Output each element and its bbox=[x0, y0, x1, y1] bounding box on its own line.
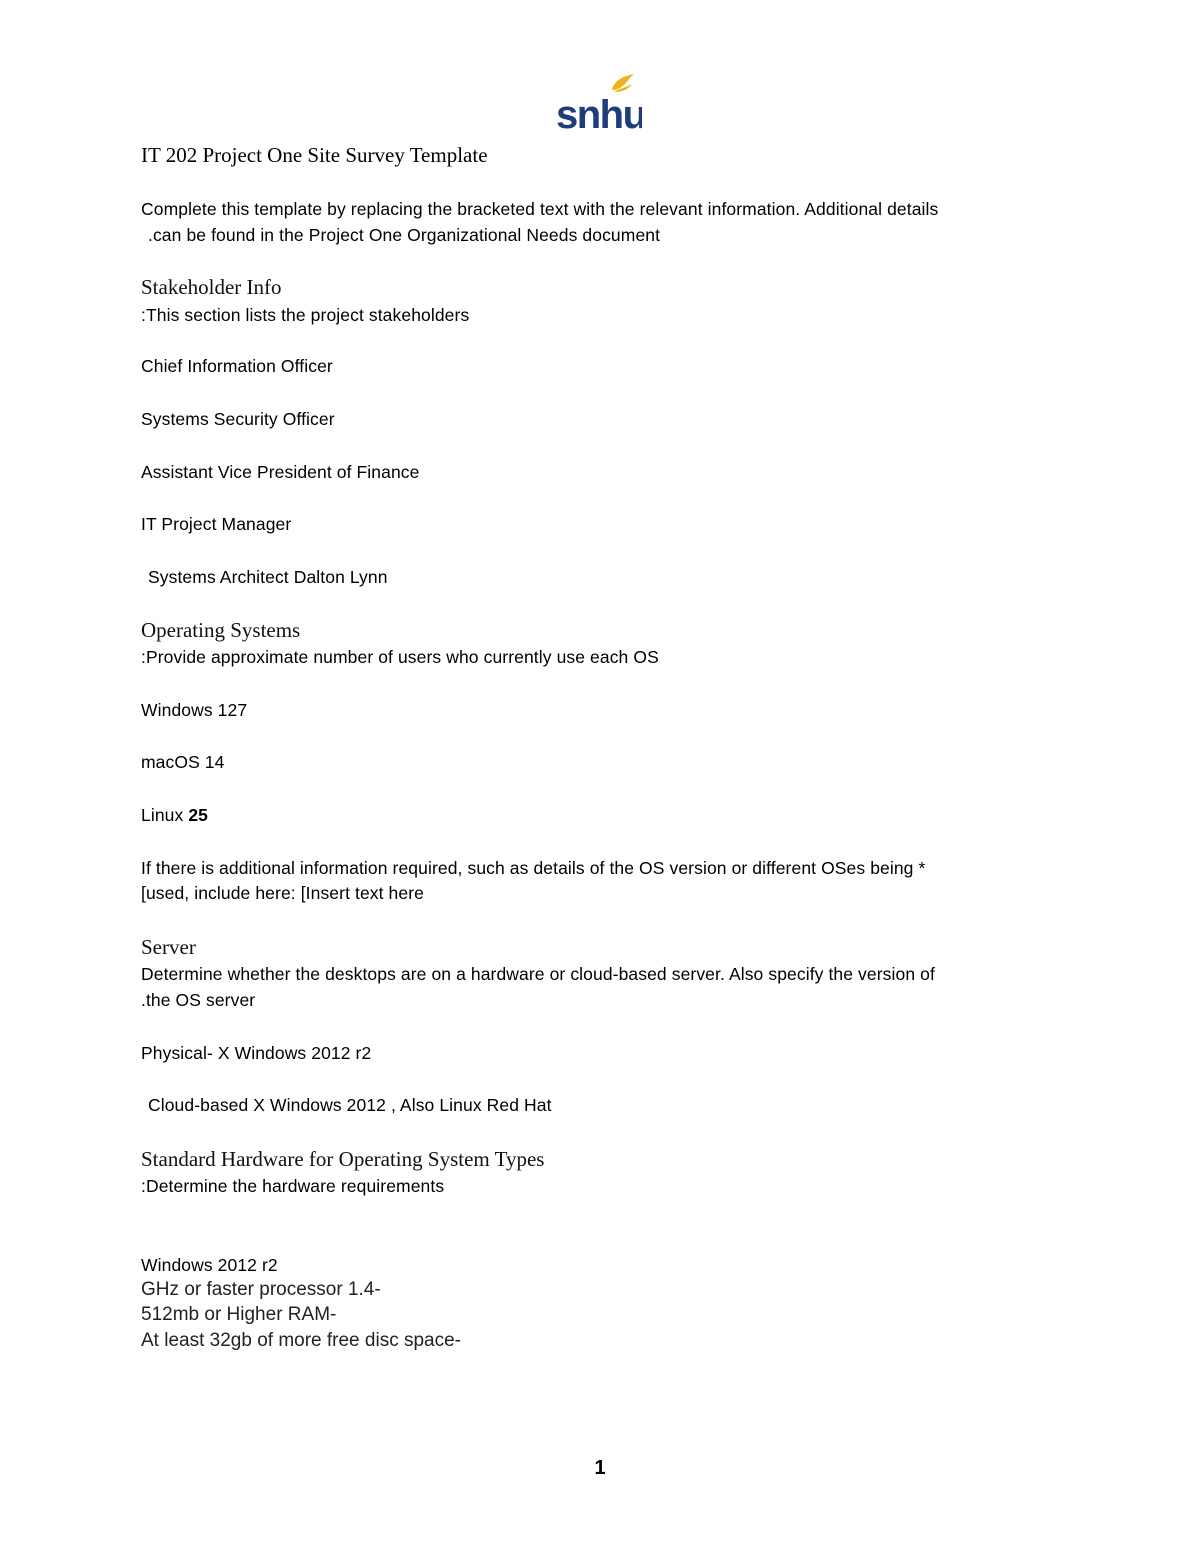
stakeholder-item: Systems Security Officer bbox=[141, 409, 335, 429]
server-desc-line-2: .the OS server bbox=[141, 990, 256, 1010]
intro-line-2: .can be found in the Project One Organizational Needs document bbox=[148, 225, 661, 245]
hardware-os-label: Windows 2012 r2 bbox=[141, 1255, 278, 1275]
os-desc: :Provide approximate number of users who currently use each OS bbox=[141, 647, 659, 667]
server-heading: Server bbox=[141, 935, 196, 959]
os-windows: Windows 127 bbox=[141, 700, 248, 720]
server-cloud: Cloud-based X Windows 2012 , Also Linux Red Hat bbox=[148, 1095, 552, 1115]
hardware-desc: :Determine the hardware requirements bbox=[141, 1176, 445, 1196]
server-physical: Physical- X Windows 2012 r2 bbox=[141, 1043, 372, 1063]
page-number: 1 bbox=[594, 1457, 606, 1479]
os-linux-label: Linux bbox=[141, 805, 184, 825]
document-title: IT 202 Project One Site Survey Template bbox=[141, 143, 488, 167]
os-extra-line-1: If there is additional information required, such as details of the OS version or different OSes being * bbox=[141, 858, 926, 878]
snhu-logo-graphic bbox=[552, 72, 642, 132]
hardware-heading: Standard Hardware for Operating System Types bbox=[141, 1147, 545, 1171]
svg-text:snhu: snhu bbox=[556, 93, 642, 132]
snhu-logo bbox=[552, 72, 642, 132]
os-heading: Operating Systems bbox=[141, 618, 301, 642]
os-macos: macOS 14 bbox=[141, 752, 225, 772]
os-linux bbox=[141, 805, 208, 826]
logo-flame-icon bbox=[612, 74, 634, 90]
stakeholder-item: Systems Architect Dalton Lynn bbox=[148, 567, 388, 587]
hardware-req-3: At least 32gb of more free disc space- bbox=[141, 1330, 461, 1351]
hardware-req-1: GHz or faster processor 1.4- bbox=[141, 1279, 381, 1300]
server-desc-line-1: Determine whether the desktops are on a hardware or cloud-based server. Also specify the version of bbox=[141, 964, 935, 984]
intro-line-1: Complete this template by replacing the bracketed text with the relevant information. Additional details bbox=[141, 199, 939, 219]
stakeholder-heading: Stakeholder Info bbox=[141, 275, 282, 299]
hardware-req-2: 512mb or Higher RAM- bbox=[141, 1304, 337, 1325]
stakeholder-desc: :This section lists the project stakeholders bbox=[141, 305, 470, 325]
stakeholder-item: Chief Information Officer bbox=[141, 356, 333, 376]
stakeholder-item: Assistant Vice President of Finance bbox=[141, 462, 420, 482]
os-linux-count: 25 bbox=[188, 805, 208, 825]
os-extra-line-2: [used, include here: [Insert text here bbox=[141, 883, 424, 903]
stakeholder-item: IT Project Manager bbox=[141, 514, 292, 534]
